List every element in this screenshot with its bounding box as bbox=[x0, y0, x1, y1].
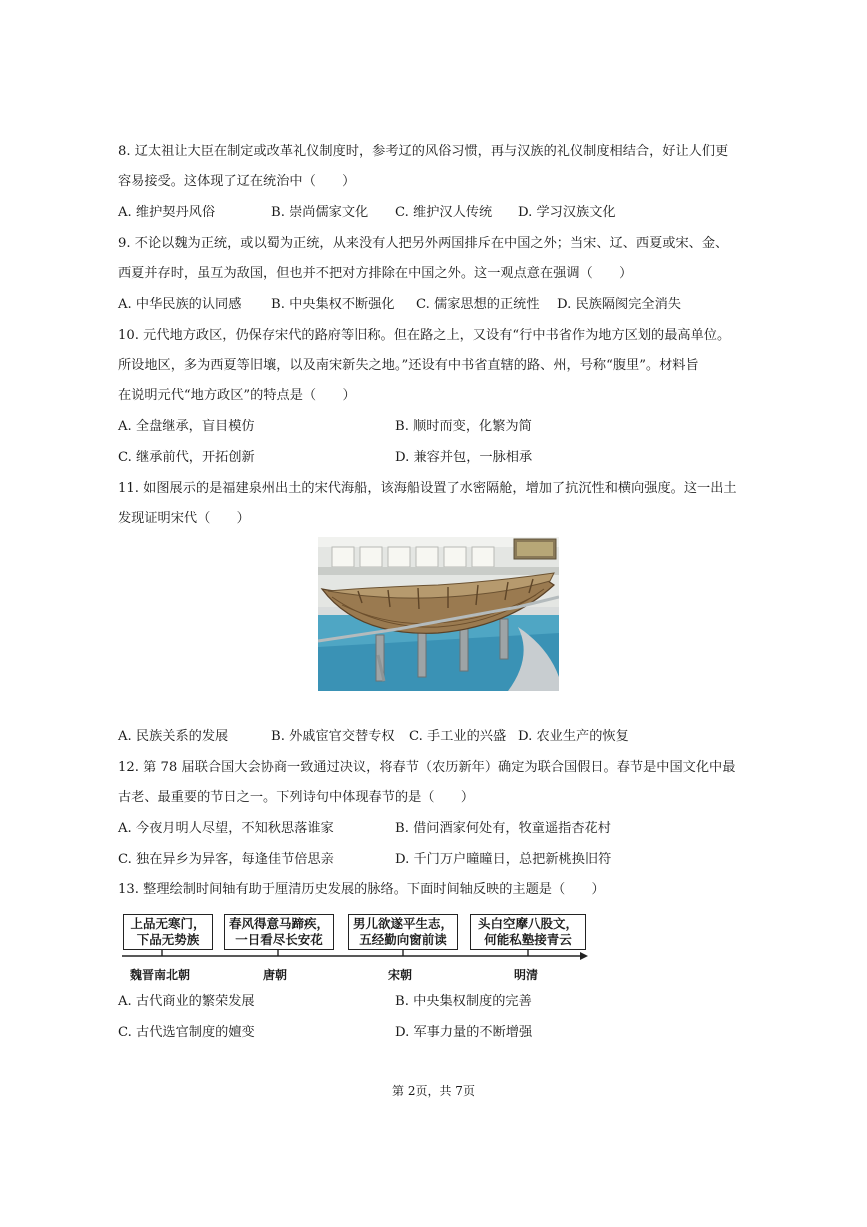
timeline-box-line2: 何能私塾接青云 bbox=[484, 932, 572, 947]
song-ship-photo bbox=[318, 537, 559, 691]
q9-stem-line1: 9. 不论以魏为正统，或以蜀为正统，从来没有人把另外两国排斥在中国之外；当宋、辽、西夏或宋、金、 bbox=[118, 236, 729, 251]
page-footer: 第 2页，共 7页 bbox=[392, 1084, 475, 1098]
history-timeline bbox=[118, 908, 590, 986]
timeline-label-mingqing: 明清 bbox=[514, 968, 539, 982]
q9-option-a: A. 中华民族的认同感 bbox=[118, 297, 242, 312]
q10-option-b: B. 顺时而变，化繁为简 bbox=[395, 419, 532, 434]
timeline-box-line2: 五经勤向窗前读 bbox=[359, 932, 447, 947]
q8-option-a: A. 维护契丹风俗 bbox=[118, 205, 216, 220]
q8-stem-line1: 8. 辽太祖让大臣在制定或改革礼仪制度时，参考辽的风俗习惯，再与汉族的礼仪制度相结合，好让人们更 bbox=[118, 144, 729, 159]
q9-option-c: C. 儒家思想的正统性 bbox=[416, 297, 540, 312]
q10-option-a: A. 全盘继承，盲目模仿 bbox=[118, 419, 255, 434]
q13-option-a: A. 古代商业的繁荣发展 bbox=[118, 994, 255, 1009]
timeline-label-tang: 唐朝 bbox=[263, 968, 288, 982]
q9-stem-line2: 西夏并存时，虽互为敌国，但也并不把对方排除在中国之外。这一观点意在强调（ ） bbox=[118, 266, 633, 281]
timeline-box-line1: 男儿欲遂平生志， bbox=[352, 916, 453, 931]
q10-stem-line2: 所设地区，多为西夏等旧壤，以及南宋新失之地。”还设有中书省直辖的路、州，号称“腹里”。材料旨 bbox=[118, 358, 699, 373]
q12-stem-line1: 12. 第 78 届联合国大会协商一致通过决议，将春节（农历新年）确定为联合国假日。春节是中国文化中最 bbox=[118, 760, 736, 775]
timeline-label-song: 宋朝 bbox=[388, 968, 413, 982]
q8-stem-line2: 容易接受。这体现了辽在统治中（ ） bbox=[118, 174, 356, 189]
q10-option-c: C. 继承前代，开拓创新 bbox=[118, 450, 255, 465]
q12-option-d: D. 千门万户曈曈日，总把新桃换旧符 bbox=[395, 852, 612, 867]
q12-stem-line2: 古老、最重要的节日之一。下列诗句中体现春节的是（ ） bbox=[118, 790, 475, 805]
q13-option-d: D. 军事力量的不断增强 bbox=[395, 1025, 533, 1040]
q11-option-a: A. 民族关系的发展 bbox=[118, 729, 229, 744]
timeline-box-line1: 头白空摩八股文， bbox=[477, 916, 578, 931]
timeline-box-line2: 一日看尽长安花 bbox=[235, 932, 323, 947]
q13-stem-line1: 13. 整理绘制时间轴有助于厘清历史发展的脉络。下面时间轴反映的主题是（ ） bbox=[118, 882, 605, 897]
q10-stem-line3: 在说明元代“地方政区”的特点是（ ） bbox=[118, 388, 356, 403]
q11-stem-line2: 发现证明宋代（ ） bbox=[118, 511, 250, 526]
q13-option-b: B. 中央集权制度的完善 bbox=[395, 994, 532, 1009]
q9-option-d: D. 民族隔阂完全消失 bbox=[557, 297, 681, 312]
timeline-box-line1: 上品无寒门， bbox=[130, 916, 206, 931]
q12-option-a: A. 今夜月明人尽望，不知秋思落谁家 bbox=[118, 821, 334, 836]
q8-option-d: D. 学习汉族文化 bbox=[518, 205, 616, 220]
timeline-box-line1: 春风得意马蹄疾， bbox=[228, 916, 329, 931]
q11-option-b: B. 外戚宦官交替专权 bbox=[271, 729, 395, 744]
q11-stem-line1: 11. 如图展示的是福建泉州出土的宋代海船，该海船设置了水密隔舱，增加了抗沉性和横向强度。这一出土 bbox=[118, 481, 737, 496]
q12-option-b: B. 借问酒家何处有，牧童遥指杏花村 bbox=[395, 821, 611, 836]
ship-illustration bbox=[318, 537, 559, 691]
q8-option-b: B. 崇尚儒家文化 bbox=[271, 205, 369, 220]
q10-option-d: D. 兼容并包，一脉相承 bbox=[395, 450, 533, 465]
q13-option-c: C. 古代选官制度的嬗变 bbox=[118, 1025, 255, 1040]
timeline-box-line2: 下品无势族 bbox=[136, 932, 200, 947]
q10-stem-line1: 10. 元代地方政区，仍保存宋代的路府等旧称。但在路之上，又设有“行中书省作为地方区划的最高单位。 bbox=[118, 328, 731, 343]
timeline-label-weijin: 魏晋南北朝 bbox=[130, 968, 191, 982]
q12-option-c: C. 独在异乡为异客，每逢佳节倍思亲 bbox=[118, 852, 334, 867]
timeline-axis bbox=[118, 908, 590, 968]
q11-option-d: D. 农业生产的恢复 bbox=[518, 729, 629, 744]
q9-option-b: B. 中央集权不断强化 bbox=[271, 297, 395, 312]
q11-option-c: C. 手工业的兴盛 bbox=[409, 729, 507, 744]
q8-option-c: C. 维护汉人传统 bbox=[395, 205, 493, 220]
